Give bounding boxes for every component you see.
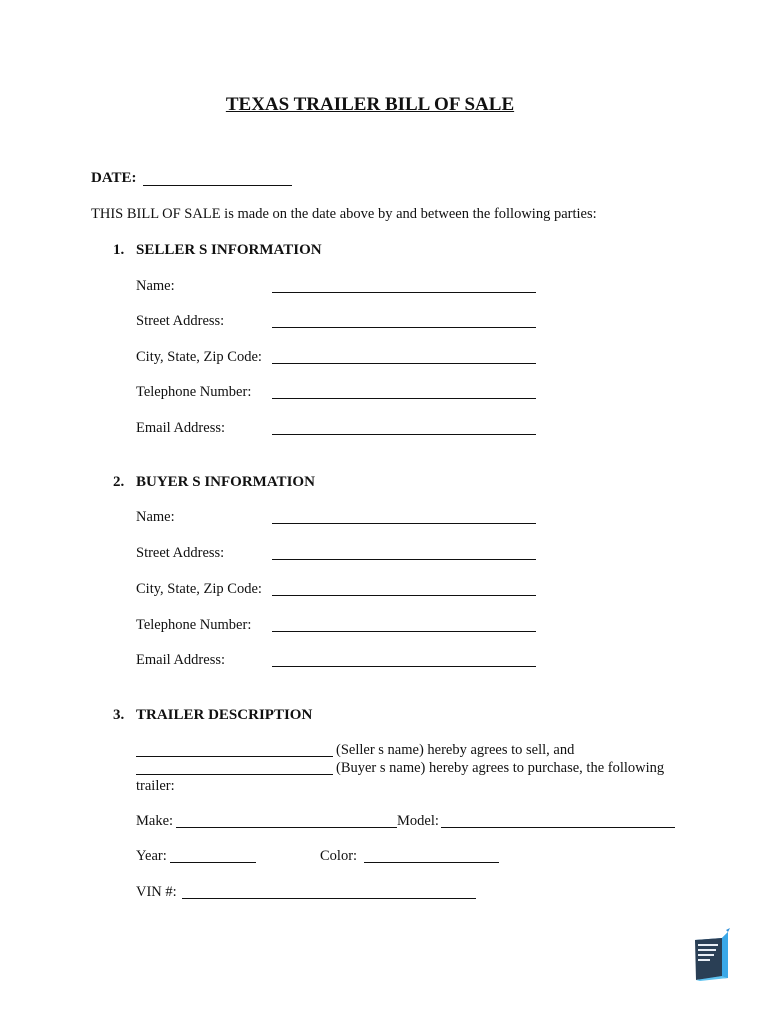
seller-section-heading: SELLER S INFORMATION: [136, 242, 322, 258]
document-title: TEXAS TRAILER BILL OF SALE: [225, 94, 515, 115]
seller-street-field[interactable]: [272, 327, 536, 328]
seller-name-label: Name:: [136, 278, 175, 294]
buyer-section-heading: BUYER S INFORMATION: [136, 474, 315, 490]
intro-text: THIS BILL OF SALE is made on the date above by and between the following parties:: [91, 206, 597, 222]
buyer-section-number: 2.: [113, 474, 125, 490]
trailer-seller-clause: (Seller s name) hereby agrees to sell, and: [336, 742, 575, 758]
seller-city-field[interactable]: [272, 363, 536, 364]
trailer-section-heading: TRAILER DESCRIPTION: [136, 707, 313, 723]
model-label: Model:: [397, 813, 439, 829]
date-label: DATE:: [91, 170, 137, 186]
buyer-street-label: Street Address:: [136, 545, 225, 561]
model-field[interactable]: [441, 827, 675, 828]
seller-email-field[interactable]: [272, 434, 536, 435]
seller-city-label: City, State, Zip Code:: [136, 349, 262, 365]
buyer-email-field[interactable]: [272, 666, 536, 667]
color-label: Color:: [320, 848, 358, 864]
make-field[interactable]: [176, 827, 397, 828]
seller-name-field[interactable]: [272, 292, 536, 293]
trailer-buyer-name-field[interactable]: [136, 774, 333, 775]
year-label: Year:: [136, 848, 167, 864]
year-field[interactable]: [170, 862, 256, 863]
buyer-street-field[interactable]: [272, 559, 536, 560]
buyer-email-label: Email Address:: [136, 652, 226, 668]
vin-label: VIN #:: [136, 884, 177, 900]
buyer-name-field[interactable]: [272, 523, 536, 524]
buyer-name-label: Name:: [136, 509, 175, 525]
buyer-phone-field[interactable]: [272, 631, 536, 632]
seller-street-label: Street Address:: [136, 313, 225, 329]
make-label: Make:: [136, 813, 174, 829]
trailer-seller-name-field[interactable]: [136, 756, 333, 757]
vin-field[interactable]: [182, 898, 476, 899]
trailer-section-number: 3.: [113, 707, 125, 723]
date-field[interactable]: [143, 185, 292, 186]
trailer-buyer-clause: (Buyer s name) hereby agrees to purchase, the following: [336, 760, 665, 776]
buyer-city-label: City, State, Zip Code:: [136, 581, 262, 597]
color-field[interactable]: [364, 862, 499, 863]
seller-phone-label: Telephone Number:: [136, 384, 252, 400]
seller-section-number: 1.: [113, 242, 125, 258]
seller-phone-field[interactable]: [272, 398, 536, 399]
buyer-city-field[interactable]: [272, 595, 536, 596]
trailer-word: trailer:: [136, 778, 175, 794]
document-logo-icon: [692, 928, 732, 982]
buyer-phone-label: Telephone Number:: [136, 617, 252, 633]
seller-email-label: Email Address:: [136, 420, 226, 436]
